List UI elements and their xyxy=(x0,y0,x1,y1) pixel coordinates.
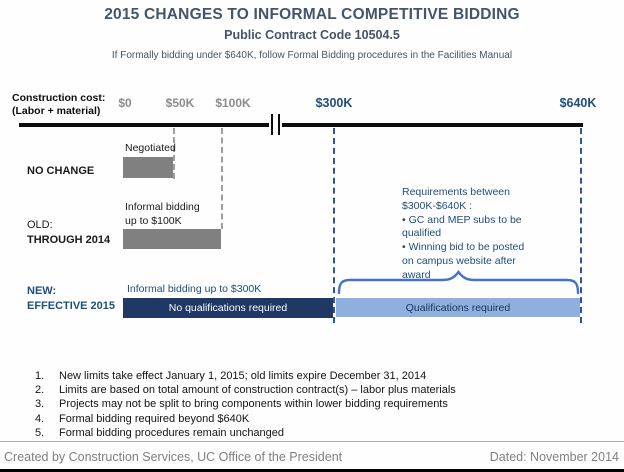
qualifications-bar xyxy=(336,298,580,317)
tick-label-640k: $640K xyxy=(559,96,597,110)
axis-label-line2: (Labor + material) xyxy=(12,105,101,117)
qualifications-bar-label: Qualifications required xyxy=(405,301,511,314)
footnotes-list xyxy=(35,369,456,440)
footnote-gap xyxy=(48,383,59,397)
no-qualifications-bar-label: No qualifications required xyxy=(168,302,288,314)
new-bar-caption: Informal bidding up to $300K xyxy=(127,283,262,295)
list-item xyxy=(35,412,456,426)
requirements-callout xyxy=(402,186,574,283)
axis-break-tick-right xyxy=(278,114,280,135)
footnote-text: Formal bidding procedures remain unchanged xyxy=(59,426,285,439)
row-label-no-change: NO CHANGE xyxy=(27,165,95,177)
axis-line xyxy=(19,123,583,127)
guide-line-640k xyxy=(580,128,582,323)
tick-label-100k: $100K xyxy=(215,96,251,110)
footnote-number: 1. xyxy=(35,370,45,382)
footnote-gap xyxy=(48,397,59,411)
axis-label xyxy=(12,92,105,118)
callout-line: Requirements between xyxy=(402,186,510,198)
row-label-new xyxy=(27,284,115,313)
footnote-number: 2. xyxy=(35,384,45,397)
page-subtitle: Public Contract Code 10504.5 xyxy=(224,28,400,42)
callout-line: qualified xyxy=(402,227,442,240)
callout-line: • Winning bid to be posted xyxy=(402,241,525,254)
footer-date: Dated: November 2014 xyxy=(489,450,619,464)
axis-break-tick-left xyxy=(271,114,273,135)
old-bar-caption-line1: Informal bidding xyxy=(125,201,200,213)
footnote-text: New limits take effect January 1, 2015; old limits expire December 31, 2014 xyxy=(59,370,427,382)
callout-line: • GC and MEP subs to be xyxy=(402,213,522,226)
header-note: If Formally bidding under $640K, follow Formal Bidding procedures in the Facilities Manual xyxy=(111,50,513,61)
old-label-line1: OLD: xyxy=(27,219,53,231)
tick-label-50k: $50K xyxy=(165,96,195,110)
footnote-number: 4. xyxy=(35,412,45,425)
negotiated-bar-caption: Negotiated xyxy=(125,142,176,154)
old-bar-caption xyxy=(125,201,200,228)
footnote-gap xyxy=(48,426,59,440)
footnote-number: 3. xyxy=(35,398,45,411)
footer-divider xyxy=(0,441,624,442)
footnote-gap xyxy=(48,412,59,426)
old-bar-caption-line2: up to $100K xyxy=(125,214,182,227)
new-label-line1: NEW: xyxy=(27,285,57,297)
old-informal-bidding-bar xyxy=(123,229,221,249)
list-item xyxy=(35,383,456,397)
footnote-text: Formal bidding required beyond $640K xyxy=(59,412,250,425)
row-label-old xyxy=(27,218,110,247)
no-qualifications-bar xyxy=(123,298,333,318)
guide-line-300k xyxy=(333,128,335,323)
page-title: 2015 CHANGES TO INFORMAL COMPETITIVE BIDDING xyxy=(104,6,520,23)
footnote-text: Limits are based on total amount of construction contract(s) – labor plus materials xyxy=(59,384,456,397)
tick-label-0: $0 xyxy=(118,96,132,110)
footnote-gap xyxy=(48,369,59,383)
guide-line-100k xyxy=(221,128,223,229)
callout-line: on campus website after xyxy=(402,254,516,267)
footer-credit: Created by Construction Services, UC Office of the President xyxy=(4,450,343,464)
footnote-number: 5. xyxy=(35,426,45,439)
new-label-line2: EFFECTIVE 2015 xyxy=(27,299,116,312)
list-item xyxy=(35,369,456,383)
list-item xyxy=(35,397,456,411)
negotiated-bar xyxy=(123,157,173,178)
footnote-text: Projects may not be split to bring components within lower bidding requirements xyxy=(59,398,448,411)
callout-line: $300K-$640K : xyxy=(402,199,473,212)
callout-line: award xyxy=(402,268,431,281)
tick-label-300k: $300K xyxy=(315,96,353,110)
old-label-line2: THROUGH 2014 xyxy=(27,233,111,246)
list-item xyxy=(35,426,456,440)
axis-label-line1: Construction cost: xyxy=(12,92,106,104)
